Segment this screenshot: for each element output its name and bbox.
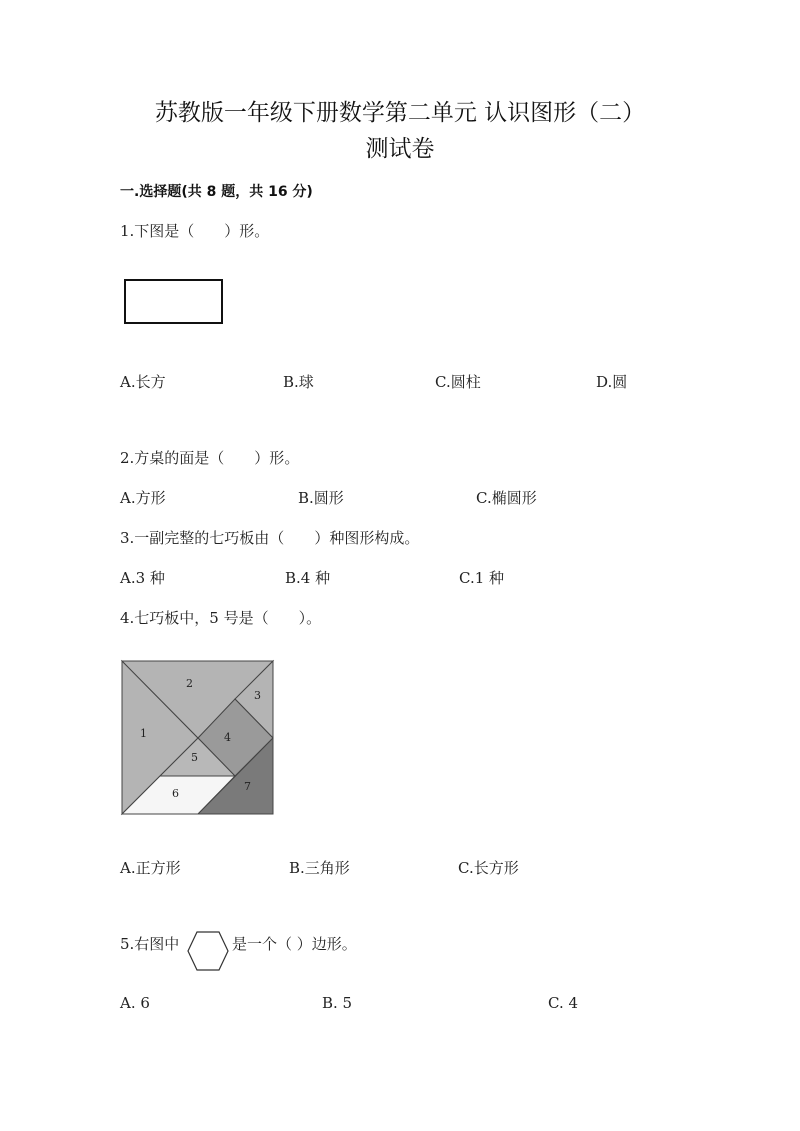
page-title-line2: 测试卷 [365, 136, 435, 162]
tangram-label-1: 1 [140, 727, 147, 740]
tangram-label-7: 7 [244, 780, 251, 793]
question-3: 3.一副完整的七巧板由（ ）种图形构成。 [120, 529, 420, 547]
q5-option-c[interactable]: C. 4 [548, 994, 579, 1012]
tangram-label-3: 3 [254, 689, 261, 702]
q2-option-a[interactable]: A.方形 [120, 489, 166, 507]
tangram-label-2: 2 [186, 677, 193, 690]
q4-option-a[interactable]: A.正方形 [120, 859, 181, 877]
tangram-label-6: 6 [172, 787, 179, 800]
q3-option-a[interactable]: A.3 种 [120, 569, 165, 587]
q2-option-c[interactable]: C.椭圆形 [476, 489, 537, 507]
section-heading: 一.选择题(共 8 题，共 16 分) [120, 184, 313, 200]
q4-option-b[interactable]: B.三角形 [289, 859, 350, 877]
question-4: 4.七巧板中，5 号是（ ）。 [120, 609, 322, 627]
q1-option-c[interactable]: C.圆柱 [435, 373, 481, 391]
q2-option-b[interactable]: B.圆形 [298, 489, 344, 507]
q5-option-a[interactable]: A. 6 [120, 994, 150, 1012]
question-5-prefix: 5.右图中 [120, 935, 180, 953]
q1-option-b[interactable]: B.球 [283, 373, 314, 391]
tangram-label-4: 4 [224, 731, 231, 744]
tangram-figure [120, 659, 275, 816]
q3-option-c[interactable]: C.1 种 [459, 569, 505, 587]
q1-option-d[interactable]: D.圆 [596, 373, 628, 391]
q5-option-b[interactable]: B. 5 [322, 994, 353, 1012]
q4-option-c[interactable]: C.长方形 [458, 859, 519, 877]
q1-option-a[interactable]: A.长方 [120, 373, 166, 391]
question-1: 1.下图是（ ）形。 [120, 222, 270, 240]
rectangle-figure [124, 279, 224, 325]
question-5-suffix: 是一个（ ）边形。 [232, 935, 357, 953]
hexagon-figure [186, 930, 230, 972]
tangram-label-5: 5 [191, 751, 198, 764]
q3-option-b[interactable]: B.4 种 [285, 569, 331, 587]
page-title: 苏教版一年级下册数学第二单元 认识图形（二） [154, 100, 646, 126]
question-2: 2.方桌的面是（ ）形。 [120, 449, 300, 467]
